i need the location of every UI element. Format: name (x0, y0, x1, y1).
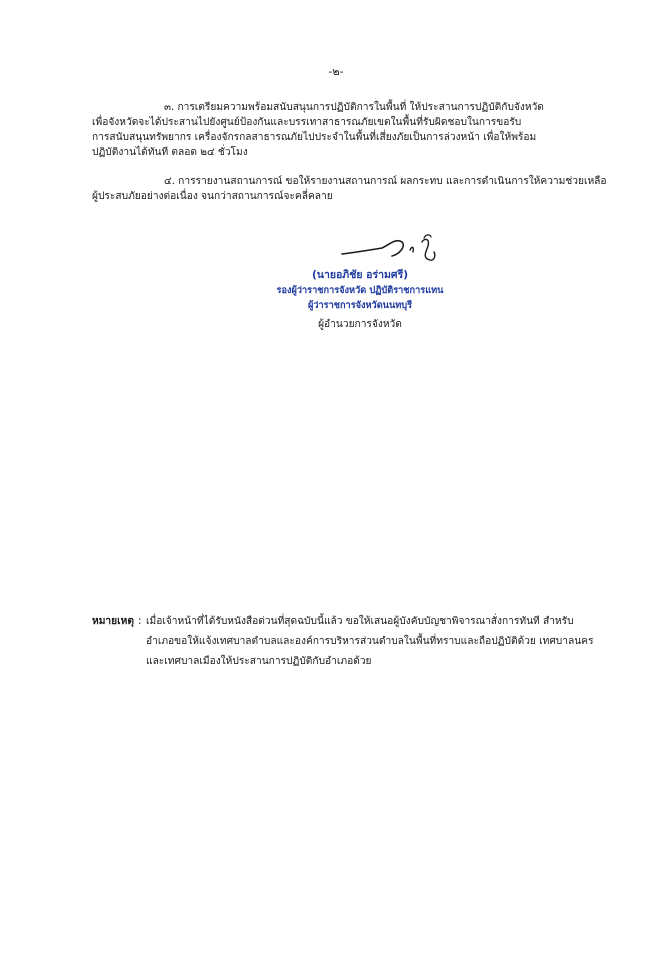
page-number: -๒- (328, 65, 344, 78)
handwritten-signature (340, 232, 440, 268)
remarks-body (146, 612, 606, 672)
paragraph-4-line: ๔. การรายงานสถานการณ์ ขอให้รายงานสถานการณ์ ผลกระทบ และการดำเนินการให้ความช่วยเหลือ (164, 176, 607, 187)
paragraph-3-line: เพื่อจังหวัดจะได้ประสานไปยังศูนย์ป้องกันและบรรเทาสาธารณภัยเขตในพื้นที่รับผิดชอบในการขอรับ (92, 117, 522, 128)
remarks-line: และเทศบาลเมืองให้ประสานการปฏิบัติกับอำเภอด้วย (146, 656, 372, 667)
paragraph-3-line: การสนับสนุนทรัพยากร เครื่องจักรกลสาธารณภัยไปประจำในพื้นที่เสี่ยงภัยเป็นการล่วงหน้า เพื่อให้พร้อม (92, 132, 537, 143)
remarks-colon: : (138, 616, 142, 627)
paragraph-3-line: ปฏิบัติงานได้ทันที ตลอด ๒๔ ชั่วโมง (92, 147, 248, 158)
remarks-line: อำเภอขอให้แจ้งเทศบาลตำบลและองค์การบริหารส่วนตำบลในพื้นที่ทราบและถือปฏิบัติด้วย เทศบาลนคร (146, 636, 594, 647)
remarks-line: เมื่อเจ้าหน้าที่ได้รับหนังสือด่วนที่สุดฉบับนี้แล้ว ขอให้เสนอผู้บังคับบัญชาพิจารณาสั่งการทันที สำหรับ (146, 616, 574, 627)
remarks-label: หมายเหตุ (92, 616, 134, 627)
paragraph-3-line: ๓. การเตรียมความพร้อมสนับสนุนการปฏิบัติการในพื้นที่ ให้ประสานการปฏิบัติกับจังหวัด (164, 102, 544, 113)
paragraph-3 (92, 100, 604, 160)
paragraph-4-line: ผู้ประสบภัยอย่างต่อเนื่อง จนกว่าสถานการณ์จะคลี่คลาย (92, 191, 333, 202)
signer-role: ผู้อำนวยการจังหวัด (318, 319, 402, 330)
paragraph-4 (92, 174, 607, 204)
acting-on-behalf-stamp: รองผู้ว่าราชการจังหวัด ปฏิบัติราชการแทน (276, 285, 444, 296)
governor-title-stamp: ผู้ว่าราชการจังหวัดนนทบุรี (307, 300, 413, 311)
signer-name: (นายอภิชัย อร่ามศรี) (311, 269, 409, 281)
